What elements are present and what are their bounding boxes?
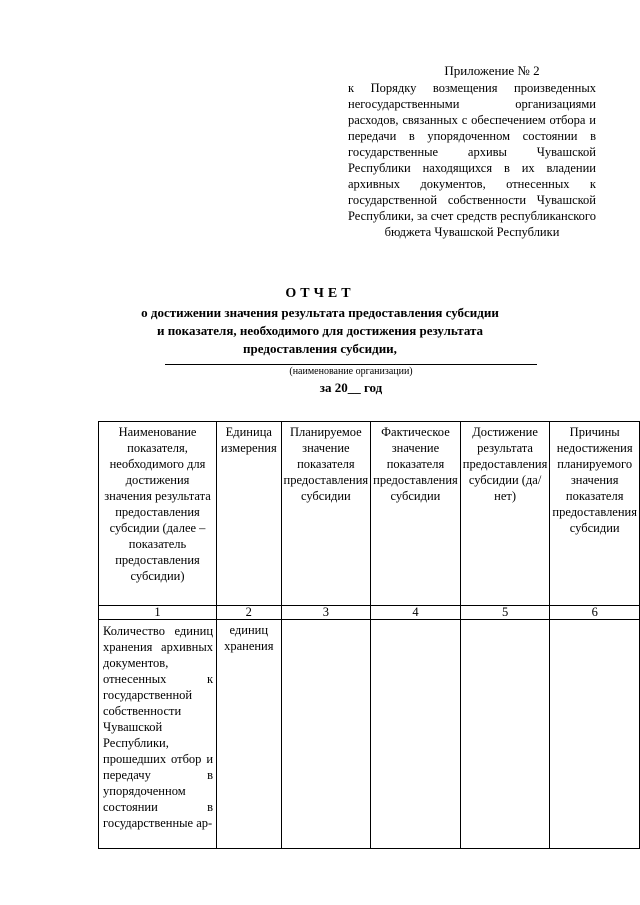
organization-caption: (наименование организации) bbox=[289, 366, 413, 377]
cell-indicator: Количество единиц хранения архивных документов, отнесенных к государственной собственности Чувашской Республики, прошедших отбор и передачу в упорядоченном состоянии в государственные ар- bbox=[99, 620, 217, 849]
report-subtitle-line-3: предоставления субсидии, bbox=[243, 341, 397, 356]
report-subtitle-line-1: о достижении значения результата предоставления субсидии bbox=[141, 305, 499, 320]
column-number: 3 bbox=[281, 606, 371, 620]
appendix-title: Приложение № 2 bbox=[444, 63, 540, 78]
header-actual-value: Фактическое значение показателя предоставления субсидии bbox=[371, 422, 461, 606]
cell-actual-value[interactable] bbox=[371, 620, 461, 849]
appendix-block bbox=[348, 62, 596, 240]
cell-achievement[interactable] bbox=[460, 620, 550, 849]
column-number: 2 bbox=[217, 606, 282, 620]
header-reasons: Причины недостижения планируемого значения показателя предоставления субсидии bbox=[550, 422, 640, 606]
header-unit: Единица измерения bbox=[217, 422, 282, 606]
report-period: за 20__ год bbox=[319, 380, 383, 395]
table-header-row bbox=[99, 422, 640, 606]
table-column-numbers-row bbox=[99, 606, 640, 620]
cell-reasons[interactable] bbox=[550, 620, 640, 849]
appendix-text: к Порядку возмещения произведенных негосударственными организациями расходов, связанных с обеспечением отбора и передачи в упорядоченном состоянии в государственные архивы Чувашской Республики находящихся в их владении архивных документов, отнесенных к государственной собственности Чувашской Республики, за счет средств республиканского бюджета Чувашской Республики bbox=[348, 81, 596, 239]
report-table bbox=[98, 421, 640, 849]
report-title: ОТЧЕТ bbox=[285, 286, 355, 301]
column-number: 5 bbox=[460, 606, 550, 620]
report-heading bbox=[100, 285, 540, 357]
report-subtitle-line-2: и показателя, необходимого для достижения результата bbox=[156, 323, 484, 338]
column-number: 4 bbox=[371, 606, 461, 620]
cell-unit: единиц хранения bbox=[217, 620, 282, 849]
table-row bbox=[99, 620, 640, 849]
header-achievement: Достижение результата предоставления субсидии (да/нет) bbox=[460, 422, 550, 606]
header-planned-value: Планируемое значение показателя предоставления субсидии bbox=[281, 422, 371, 606]
column-number: 1 bbox=[99, 606, 217, 620]
header-indicator: Наименование показателя, необходимого для достижения значения результата предоставления субсидии (далее – показатель предоставления субсидии) bbox=[99, 422, 217, 606]
column-number: 6 bbox=[550, 606, 640, 620]
cell-planned-value[interactable] bbox=[281, 620, 371, 849]
